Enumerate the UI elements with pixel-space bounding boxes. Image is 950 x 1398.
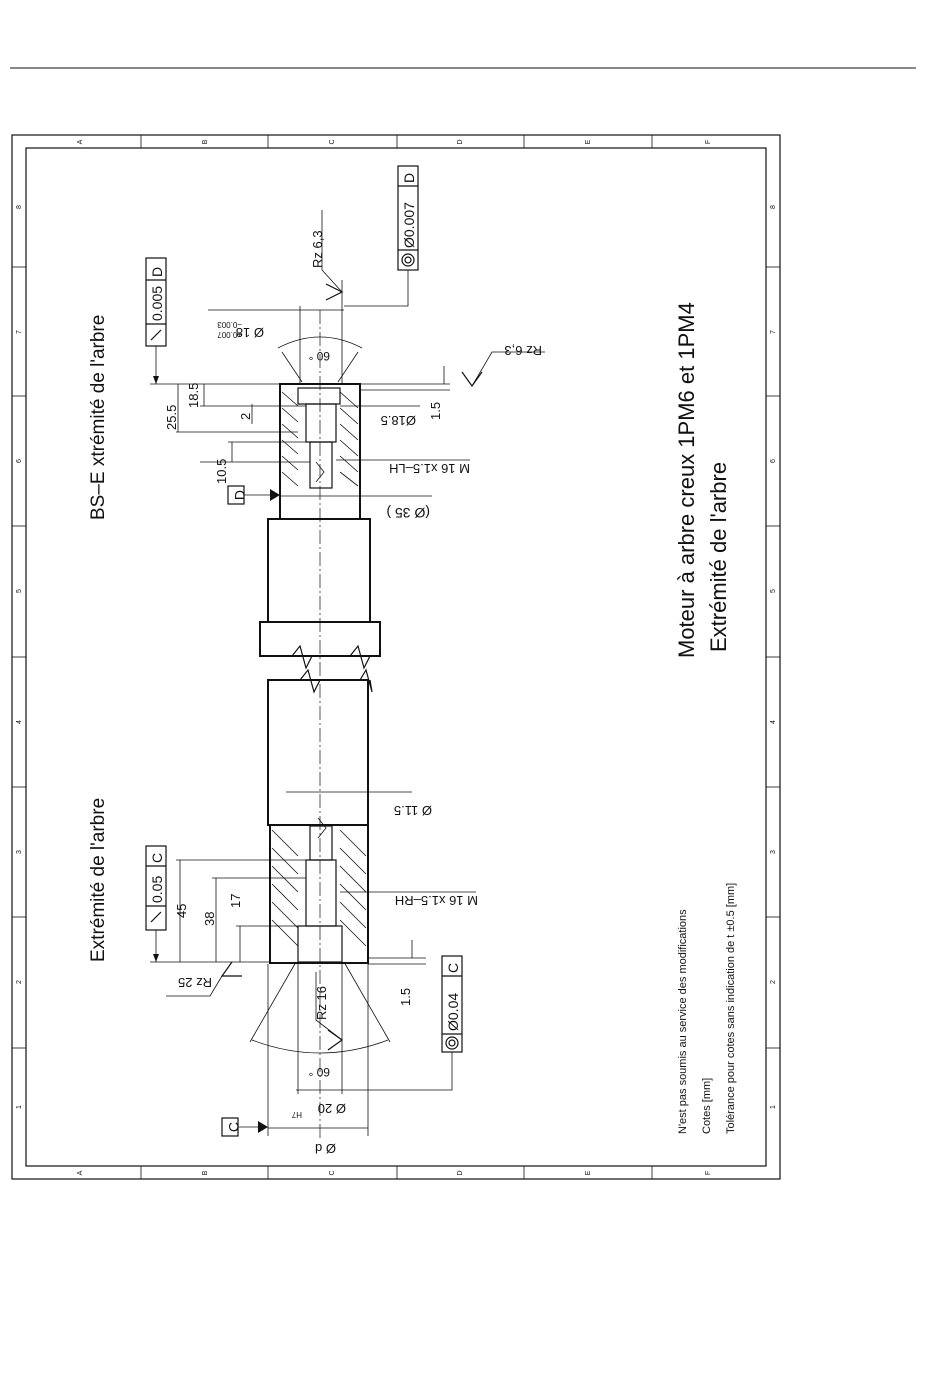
- zone-row-8-right: 8: [769, 205, 777, 209]
- gdt-runout-ds-value: 0.05: [149, 875, 165, 903]
- datum-d: [228, 486, 280, 504]
- dim-bs-e-thread: [336, 460, 470, 476]
- dim-ds-45: 45: [174, 903, 189, 918]
- dim-ds-1-5: [368, 940, 426, 1006]
- dim-ds-thread: [340, 892, 478, 908]
- gdt-concentric-bs-e: [344, 166, 418, 306]
- zone-col-f-bottom: F: [704, 1170, 712, 1176]
- gdt-runout-ds-ref: C: [149, 852, 165, 863]
- hatch-ds: [272, 830, 366, 946]
- gdt-runout-bs-e-ref: D: [149, 266, 165, 277]
- dim-ds-fit: H7: [291, 1110, 302, 1119]
- zone-col-d-top: D: [456, 139, 464, 145]
- shaft-mid-upper: [268, 519, 370, 622]
- title-ds-view: Extrémité de l'arbre: [88, 797, 109, 962]
- dim-bs-e-diam35-label: (Ø 35 ): [386, 505, 430, 521]
- gdt-concentric-ds: [344, 956, 462, 1090]
- zone-col-b-bottom: B: [201, 1170, 209, 1176]
- dim-ds-38: 38: [202, 911, 217, 926]
- dim-bs-e-10-5: 10.5: [214, 458, 229, 484]
- surface-rz-ds-25: [166, 962, 242, 996]
- sheet-outer-frame: [12, 135, 780, 1179]
- zone-col-e-top: E: [584, 139, 592, 145]
- dim-bs-e-bore: [340, 406, 420, 428]
- zone-row-6-left: 6: [15, 459, 23, 463]
- zone-row-3-right: 3: [769, 850, 777, 854]
- zone-col-d-bottom: D: [456, 1170, 464, 1176]
- gdt-concentric-ds-ref: C: [445, 962, 461, 973]
- drawing-title: Moteur à arbre creux 1PM6 et 1PM4: [674, 302, 699, 658]
- dim-ds-diam11-5: [286, 792, 432, 818]
- gdt-runout-ds: [146, 846, 166, 962]
- zone-row-1-left: 1: [15, 1105, 23, 1109]
- dim-bs-e-tol-upper: +0.007: [217, 330, 242, 339]
- dim-bs-e-angle-label: 60 °: [308, 349, 330, 363]
- zone-col-a-bottom: A: [76, 1170, 84, 1176]
- datum-c-label: C: [225, 1121, 242, 1133]
- dim-ds-1-5-label: 1.5: [398, 987, 413, 1006]
- zone-row-1-right: 1: [769, 1105, 777, 1109]
- surface-rz-bs-e-top-label: Rz 6,3: [310, 230, 325, 268]
- zone-row-5-right: 5: [769, 589, 777, 593]
- gdt-concentric-bs-e-ref: D: [401, 172, 417, 183]
- datum-d-label: D: [231, 489, 248, 501]
- gdt-concentric-ds-value: Ø0.04: [445, 992, 461, 1031]
- sheet-inner-frame: [26, 148, 766, 1166]
- note-tolerance: Tolérance pour cotes sans indication de t ±0.5 [mm]: [725, 882, 737, 1134]
- note-not-subject: N'est pas soumis au service des modifications: [677, 909, 689, 1134]
- drawing-subtitle: Extrémité de l'arbre: [706, 461, 731, 652]
- zone-col-b-top: B: [201, 139, 209, 145]
- gdt-concentric-bs-e-value: Ø0.007: [401, 202, 417, 248]
- dim-bs-e-2: 2: [238, 412, 253, 420]
- zone-row-4-right: 4: [769, 720, 777, 724]
- dim-bs-e-tol-lower: −0.003: [217, 320, 242, 329]
- zone-row-5-left: 5: [15, 589, 23, 593]
- dim-bs-e-thread-label: M 16 x1.5–LH: [389, 461, 470, 476]
- surface-rz-bs-e-top: [310, 210, 342, 300]
- title-bs-e-view: BS–E xtrémité de l'arbre: [88, 314, 109, 520]
- zone-row-7-left: 7: [15, 330, 23, 334]
- note-units: Cotes [mm]: [701, 1077, 713, 1134]
- zone-row-2-right: 2: [769, 980, 777, 984]
- surface-rz-bs-e-right: [462, 343, 545, 386]
- dim-bs-e-1-5: [360, 366, 450, 420]
- shaft-ds-hub: [270, 825, 368, 963]
- dim-bs-e-diam18-label: Ø 18: [235, 325, 264, 340]
- dim-bs-e-bore-label: Ø18.5: [380, 413, 416, 428]
- shaft-lower: [268, 680, 368, 825]
- datum-c: [222, 1118, 268, 1136]
- zone-row-7-right: 7: [769, 330, 777, 334]
- dim-ds-diam20-label: Ø 20: [317, 1101, 346, 1116]
- dim-bs-e-1-5-label: 1.5: [428, 401, 443, 420]
- zone-row-8-left: 8: [15, 205, 23, 209]
- surface-rz-ds-16-label: Rz 16: [314, 986, 329, 1020]
- zone-col-f-top: F: [704, 139, 712, 145]
- dim-ds-diam-d-label: Ø d: [315, 1141, 336, 1156]
- zone-col-a-top: A: [76, 139, 84, 145]
- zone-ticks: [12, 135, 780, 1179]
- gdt-runout-bs-e: [146, 258, 166, 384]
- zone-col-c-top: C: [328, 139, 336, 145]
- zone-col-e-bottom: E: [584, 1170, 592, 1176]
- surface-rz-ds-25-label: Rz 25: [178, 975, 212, 990]
- surface-rz-bs-e-right-label: Rz 6,3: [504, 343, 542, 358]
- zone-row-2-left: 2: [15, 980, 23, 984]
- dim-ds-17: 17: [228, 893, 243, 908]
- dim-ds-thread-label: M 16 x1.5–RH: [394, 893, 478, 908]
- zone-row-3-left: 3: [15, 850, 23, 854]
- dim-ds-angle-label: 60 °: [308, 1065, 330, 1079]
- dim-ds-diam20: [291, 962, 346, 1119]
- dim-bs-e-diam35: [280, 496, 432, 521]
- dim-bs-e-diam18: [208, 280, 344, 384]
- dim-bs-e-18-5: 18.5: [186, 382, 201, 408]
- zone-row-4-left: 4: [15, 720, 23, 724]
- dim-ds-diam11-5-label: Ø 11.5: [393, 803, 432, 818]
- surface-rz-ds-16: [314, 972, 342, 1050]
- zone-col-c-bottom: C: [328, 1170, 336, 1176]
- gdt-runout-bs-e-value: 0.005: [149, 285, 165, 321]
- dim-bs-e-25-5: 25.5: [164, 404, 179, 430]
- zone-row-6-right: 6: [769, 459, 777, 463]
